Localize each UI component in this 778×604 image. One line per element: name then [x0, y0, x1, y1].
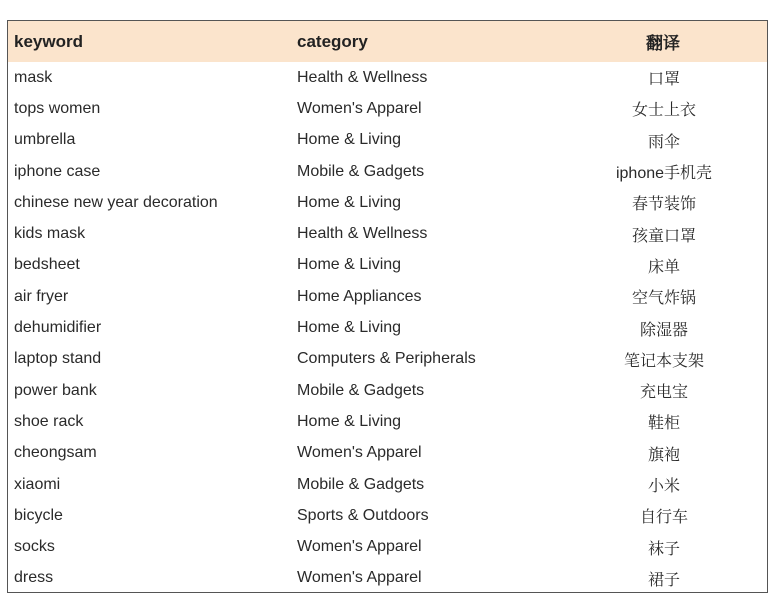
cell-keyword: dress	[14, 569, 54, 587]
table-header-row	[8, 21, 767, 62]
cell-translation: 孩童口罩	[631, 227, 696, 245]
cell-keyword: socks	[14, 538, 55, 556]
cell-keyword: chinese new year decoration	[14, 193, 218, 211]
cell-keyword: bicycle	[14, 506, 63, 524]
table-row	[8, 281, 767, 312]
table-row	[8, 344, 767, 375]
cell-keyword: kids mask	[14, 225, 86, 243]
cell-category: Women's Apparel	[297, 569, 422, 587]
cell-category: Home Appliances	[297, 287, 422, 305]
cell-category: Home & Living	[297, 131, 402, 149]
cell-category: Sports & Outdoors	[297, 506, 429, 524]
cell-keyword: shoe rack	[14, 412, 84, 430]
table-body	[8, 62, 767, 594]
table-row	[8, 469, 767, 500]
cell-category: Computers & Peripherals	[297, 350, 476, 368]
cell-category: Women's Apparel	[297, 444, 422, 462]
cell-translation: 笔记本支架	[623, 352, 704, 370]
table-row	[8, 563, 767, 594]
cell-keyword: power bank	[14, 381, 97, 399]
cell-category: Home & Living	[297, 193, 402, 211]
cell-keyword: iphone case	[14, 162, 101, 180]
cell-keyword: cheongsam	[14, 444, 97, 462]
cell-category: Women's Apparel	[297, 99, 422, 117]
table-row	[8, 438, 767, 469]
cell-translation: 自行车	[639, 509, 688, 527]
cell-translation: iphone手机壳	[615, 165, 713, 183]
header-category: category	[297, 31, 368, 51]
table-row	[8, 500, 767, 531]
table-row	[8, 156, 767, 187]
header-translation: 翻译	[646, 34, 680, 53]
cell-translation: 雨伞	[647, 133, 680, 151]
cell-category: Home & Living	[297, 319, 402, 337]
table-row	[8, 187, 767, 218]
cell-translation: 旗袍	[647, 446, 680, 464]
cell-keyword: laptop stand	[14, 350, 102, 368]
table-row	[8, 375, 767, 406]
table-row	[8, 406, 767, 437]
cell-translation: 口罩	[647, 71, 680, 89]
cell-category: Mobile & Gadgets	[297, 162, 425, 180]
cell-translation: 春节装饰	[631, 196, 696, 214]
cell-category: Mobile & Gadgets	[297, 475, 425, 493]
cell-keyword: dehumidifier	[14, 319, 102, 337]
cell-translation: 小米	[647, 478, 680, 495]
keyword-table	[7, 20, 768, 593]
table-row	[8, 62, 767, 93]
cell-keyword: tops women	[14, 99, 101, 117]
table-row	[8, 312, 767, 343]
cell-category: Mobile & Gadgets	[297, 381, 425, 399]
table-row	[8, 250, 767, 281]
header-keyword: keyword	[14, 31, 83, 51]
cell-translation: 女士上衣	[631, 102, 696, 120]
cell-translation: 空气炸锅	[631, 290, 696, 308]
cell-keyword: air fryer	[14, 287, 69, 305]
cell-translation: 充电宝	[639, 384, 688, 402]
cell-translation: 床单	[647, 258, 680, 276]
cell-category: Health & Wellness	[297, 68, 428, 86]
cell-translation: 除湿器	[639, 321, 688, 339]
cell-keyword: xiaomi	[14, 475, 61, 493]
table-row	[8, 218, 767, 249]
table-row	[8, 531, 767, 562]
cell-keyword: umbrella	[14, 131, 76, 149]
cell-category: Women's Apparel	[297, 538, 422, 556]
cell-keyword: mask	[14, 68, 53, 86]
cell-category: Home & Living	[297, 256, 402, 274]
cell-translation: 袜子	[647, 540, 680, 558]
cell-translation: 鞋柜	[647, 415, 680, 433]
table-row	[8, 125, 767, 156]
table-row	[8, 93, 767, 124]
cell-keyword: bedsheet	[14, 256, 80, 274]
cell-category: Health & Wellness	[297, 225, 428, 243]
cell-translation: 裙子	[647, 571, 680, 589]
cell-category: Home & Living	[297, 412, 402, 430]
